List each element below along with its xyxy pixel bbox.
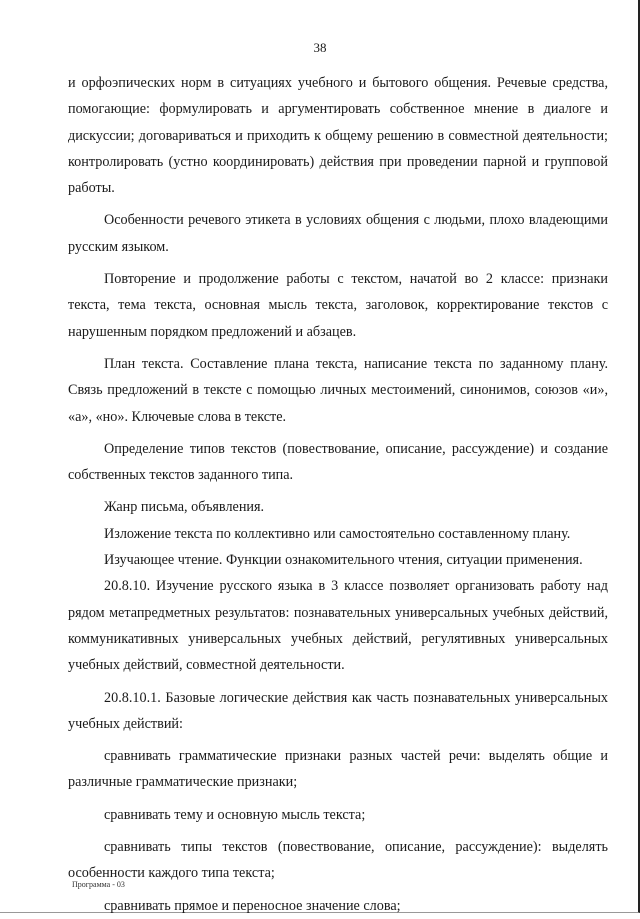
- paragraph: 20.8.10. Изучение русского языка в 3 классе позволяет организовать работу над рядом метапредметных результатов: познавательных универсальных учебных действий, коммуникативных универсальных учебных действий, регулятивных универсальных учебных действий, совместной деятельности.: [68, 578, 608, 674]
- paragraph: Определение типов текстов (повествование, описание, рассуждение) и создание собственных текстов заданного типа.: [68, 440, 608, 484]
- page-number: 38: [313, 40, 327, 55]
- list-item: сравнивать прямое и переносное значение слова;: [104, 897, 401, 914]
- document-body: [68, 70, 608, 919]
- paragraph: Особенности речевого этикета в условиях общения с людьми, плохо владеющими русским языком.: [68, 212, 608, 255]
- list-item: сравнивать типы текстов (повествование, описание, рассуждение): выделять особенности каждого типа текста;: [68, 839, 608, 882]
- paragraph: Жанр письма, объявления.: [104, 499, 265, 516]
- paragraph: Изучающее чтение. Функции ознакомительного чтения, ситуации применения.: [104, 552, 583, 569]
- paragraph: Повторение и продолжение работы с текстом, начатой во 2 классе: признаки текста, тема текста, основная мысль текста, заголовок, корректирование текстов с нарушенным порядком предложений и абзацев.: [68, 271, 608, 340]
- paragraph: и орфоэпических норм в ситуациях учебного и бытового общения. Речевые средства, помогающие: формулировать и аргументировать собственное мнение в диалоге и дискуссии; договариваться и приходить к общему решению в совместной деятельности; контролировать (устно координировать) действия при проведении парной и групповой работы.: [68, 75, 608, 197]
- paragraph: 20.8.10.1. Базовые логические действия как часть познавательных универсальных учебных действий:: [68, 689, 608, 732]
- paragraph: Изложение текста по коллективно или самостоятельно составленному плану.: [104, 525, 571, 542]
- paragraph: План текста. Составление плана текста, написание текста по заданному плану. Связь предложений в тексте с помощью личных местоимений, синонимов, союзов «и», «а», «но». Ключевые слова в тексте.: [68, 355, 608, 425]
- page-footer: Программа - 03: [72, 880, 125, 889]
- list-item: сравнивать грамматические признаки разных частей речи: выделять общие и различные грамматические признаки;: [68, 748, 608, 791]
- list-item: сравнивать тему и основную мысль текста;: [104, 806, 366, 823]
